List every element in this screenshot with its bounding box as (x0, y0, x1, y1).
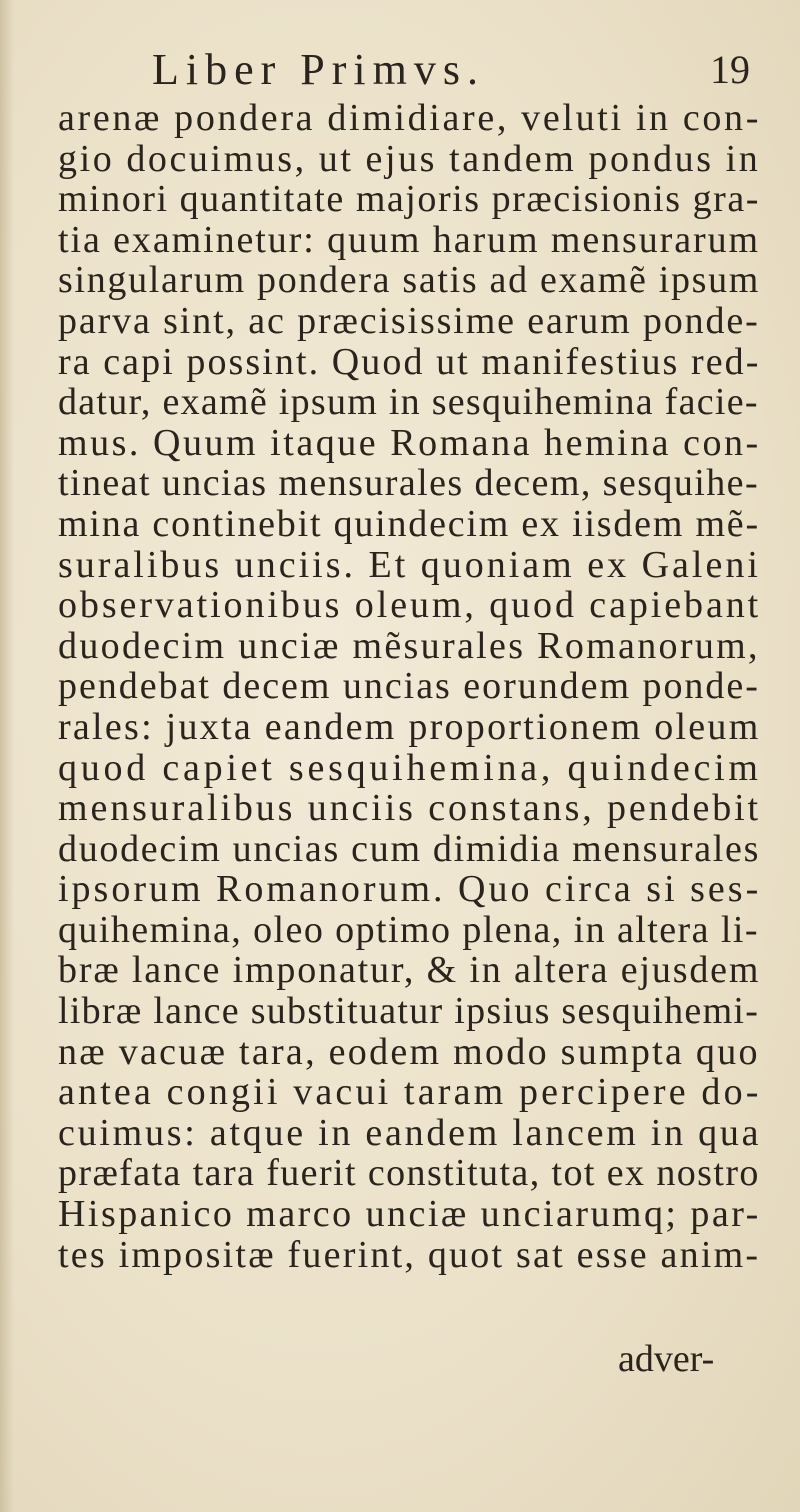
text-line: præfata tara fuerit constituta, tot ex nostro (58, 1153, 760, 1195)
text-line: gio docuimus, ut ejus tandem pondus in (58, 138, 761, 180)
text-line: libræ lance substituatur ipsius sesquihemi- (58, 991, 760, 1032)
catchword: adver- (618, 1338, 715, 1380)
page-number: 19 (710, 47, 750, 92)
text-line: duodecim unciæ mẽsurales Romanorum, (58, 625, 760, 667)
text-line: suralibus unciis. Et quoniam ex Galeni (58, 544, 761, 586)
text-line: datur, examẽ ipsum in sesquihemina facie- (58, 382, 759, 423)
running-title: Liber Primvs. (152, 45, 485, 94)
text-line: mensuralibus unciis constans, pendebit (58, 788, 762, 829)
text-line: singularum pondera satis ad examẽ ipsum (58, 260, 761, 301)
running-head (60, 44, 750, 96)
text-line: rales: juxta eandem proportionem oleum (58, 706, 761, 748)
text-line: parva sint, ac præcisissime earum ponde- (58, 300, 760, 342)
text-line: duodecim uncias cum dimidia mensurales (58, 828, 761, 870)
text-line: quihemina, oleo optimo plena, in altera li- (58, 909, 759, 951)
text-line: arenæ pondera dimidiare, veluti in con- (58, 98, 762, 139)
text-line: quod capiet sesquihemina, quindecim (58, 747, 762, 789)
text-line: antea congii vacui taram percipere do- (58, 1072, 762, 1113)
text-line: Hispanico marco unciæ unciarumq; par- (58, 1194, 761, 1235)
text-line: cuimus: atque in eandem lancem in qua (58, 1112, 762, 1154)
text-line: tes impositæ fuerint, quot sat esse anim- (58, 1234, 761, 1276)
text-line: pendebat decem uncias eorundem ponde- (58, 666, 760, 707)
body-text (58, 98, 768, 1275)
text-line: næ vacuæ tara, eodem modo sumpta quo (58, 1031, 760, 1073)
text-line: mina continebit quindecim ex iisdem mẽ- (58, 503, 760, 545)
text-line: observationibus oleum, quod capiebant (58, 585, 762, 626)
gutter-shadow (0, 0, 14, 1512)
text-line: ipsorum Romanorum. Quo circa si ses- (58, 869, 762, 910)
text-line: minori quantitate majoris præcisionis gra- (58, 179, 760, 220)
text-line: ra capi possint. Quod ut manifestius red- (58, 341, 761, 383)
text-line: bræ lance imponatur, & in altera ejusdem (58, 950, 761, 992)
text-line: tineat uncias mensurales decem, sesquihe- (58, 463, 760, 504)
text-line: tia examinetur: quum harum mensurarum (58, 219, 760, 261)
text-line: mus. Quum itaque Romana hemina con- (58, 422, 761, 464)
